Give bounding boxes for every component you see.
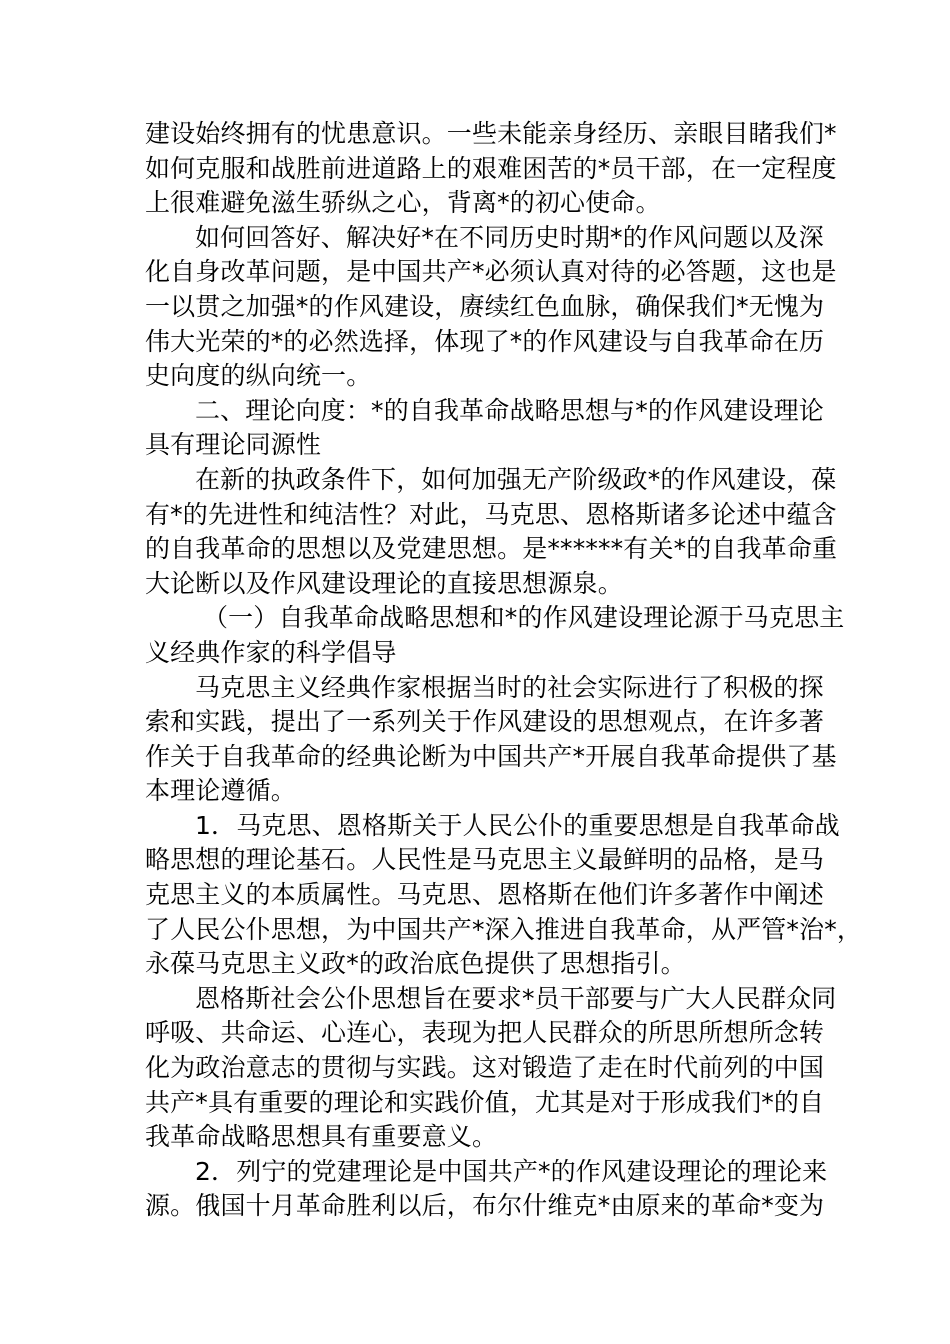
- text-line: 史向度的纵向统一。: [145, 361, 372, 391]
- paragraph-first-line: 在新的执政条件下，如何加强无产阶级政*的作风建设，葆: [195, 464, 837, 494]
- text-line: 共产*具有重要的理论和实践价值，尤其是对于形成我们*的自: [145, 1087, 825, 1117]
- section-heading-continued: 具有理论同源性: [145, 430, 322, 460]
- paragraph-first-line: 马克思主义经典作家根据当时的社会实际进行了积极的探: [195, 672, 824, 702]
- text-line: 如何克服和战胜前进道路上的艰难困苦的*员干部，在一定程度: [145, 153, 837, 183]
- subsection-heading-continued: 义经典作家的科学倡导: [145, 637, 397, 667]
- paragraph-first-line: 1．马克思、恩格斯关于人民公仆的重要思想是自我革命战: [195, 810, 840, 840]
- text-line: 作关于自我革命的经典论断为中国共产*开展自我革命提供了基: [145, 741, 837, 771]
- text-line: 了人民公仆思想，为中国共产*深入推进自我革命，从严管*治*，: [145, 914, 863, 944]
- document-body: [145, 117, 863, 1224]
- text-line: 有*的先进性和纯洁性？对此，马克思、恩格斯诸多论述中蕴含: [145, 499, 837, 529]
- text-line: 索和实践，提出了一系列关于作风建设的思想观点，在许多著: [145, 707, 825, 737]
- text-line: 化自身改革问题，是中国共产*必须认真对待的必答题，这也是: [145, 257, 837, 287]
- text-line: 永葆马克思主义政*的政治底色提供了思想指引。: [145, 949, 686, 979]
- text-line: 我革命战略思想具有重要意义。: [145, 1122, 498, 1152]
- text-line: 上很难避免滋生骄纵之心，背离*的初心使命。: [145, 188, 661, 218]
- text-line: 的自我革命的思想以及党建思想。是******有关*的自我革命重: [145, 534, 838, 564]
- text-line: 一以贯之加强*的作风建设，赓续红色血脉，确保我们*无愧为: [145, 291, 825, 321]
- text-line: 克思主义的本质属性。马克思、恩格斯在他们许多著作中阐述: [145, 880, 825, 910]
- text-line: 呼吸、共命运、心连心，表现为把人民群众的所思所想所念转: [145, 1018, 825, 1048]
- paragraph-first-line: 恩格斯社会公仆思想旨在要求*员干部要与广大人民群众同: [195, 983, 837, 1013]
- text-line: 建设始终拥有的忧患意识。一些未能亲身经历、亲眼目睹我们*: [145, 119, 837, 148]
- paragraph-first-line: 2．列宁的党建理论是中国共产*的作风建设理论的理论来: [195, 1156, 828, 1186]
- text-line: 略思想的理论基石。人民性是马克思主义最鲜明的品格，是马: [145, 845, 825, 875]
- text-line: 大论断以及作风建设理论的直接思想源泉。: [145, 568, 623, 598]
- text-line: 本理论遵循。: [145, 776, 296, 806]
- text-line: 化为政治意志的贯彻与实践。这对锻造了走在时代前列的中国: [145, 1053, 825, 1083]
- paragraph-first-line: 如何回答好、解决好*在不同历史时期*的作风问题以及深: [195, 222, 824, 252]
- section-heading: 二、理论向度：*的自我革命战略思想与*的作风建设理论: [195, 395, 824, 425]
- text-line: 源。俄国十月革命胜利以后，布尔什维克*由原来的革命*变为: [145, 1191, 825, 1221]
- subsection-heading: （一）自我革命战略思想和*的作风建设理论源于马克思主: [203, 603, 845, 633]
- text-line: 伟大光荣的*的必然选择，体现了*的作风建设与自我革命在历: [145, 326, 825, 356]
